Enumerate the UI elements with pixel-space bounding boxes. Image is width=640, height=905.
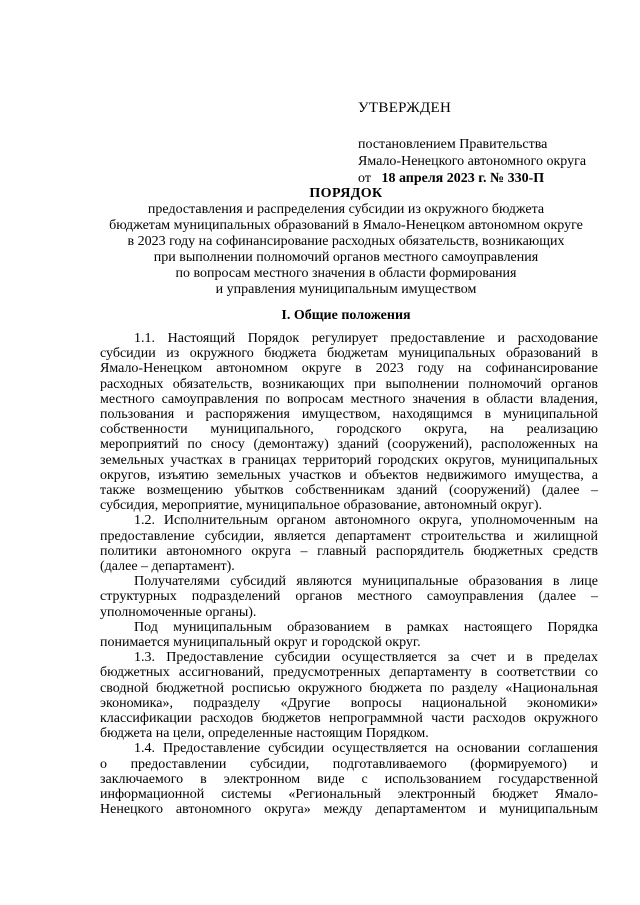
paragraph-line: Ненецкого автономного округа» между департаментом и муниципальным xyxy=(100,802,598,818)
paragraph-line: 1.1. Настоящий Порядок регулирует предоставление и расходование xyxy=(134,331,598,346)
paragraph-line: понимается муниципальный округ и городской округ. xyxy=(100,635,421,651)
paragraph-line: 1.4. Предоставление субсидии осуществляется на основании соглашения xyxy=(134,741,598,757)
date-value: 18 апреля 2023 г. № 330-П xyxy=(381,171,545,186)
heading-line: и управления муниципальным имуществом xyxy=(215,282,477,297)
date-prefix: от xyxy=(358,171,371,186)
paragraph-line: политики автономного округа – главный распорядитель бюджетных средств xyxy=(100,543,598,559)
paragraph-line: уполномоченные органы). xyxy=(100,604,257,620)
paragraph-line: заключаемого в электронном виде с использованием государственной xyxy=(100,771,598,787)
paragraph xyxy=(100,741,598,817)
paragraph xyxy=(100,650,598,741)
paragraph-line: субсидии из окружного бюджета бюджетам муниципальных образований в xyxy=(100,346,598,362)
paragraph-line: земельных участках в границах территорий городских округов, муниципальных xyxy=(100,452,598,468)
paragraph xyxy=(100,574,598,620)
section-title: I. Общие положения xyxy=(281,308,411,323)
approval-block xyxy=(358,100,618,187)
paragraph-line: Получателями субсидий являются муниципальные образования в лице xyxy=(134,574,598,590)
paragraph-line: собственности муниципального, городского округа, на реализацию xyxy=(100,422,598,438)
paragraph-line: округов, изъятию земельных участков и объектов недвижимого имущества, а xyxy=(100,467,598,483)
approved-label: УТВЕРЖДЕН xyxy=(358,100,452,116)
paragraph-line: пользования и распоряжения имуществом, находящимся в муниципальной xyxy=(100,407,598,423)
paragraph-line: структурных подразделений органов местного самоуправления (далее – xyxy=(100,589,598,605)
paragraph-line: информационной системы «Региональный электронный бюджет Ямало- xyxy=(100,787,598,803)
paragraph-line: бюджетных ассигнований, предусмотренных департаменту в соответствии со xyxy=(100,665,598,681)
approval-line-2: Ямало-Ненецкого автономного округа xyxy=(358,154,587,169)
paragraph xyxy=(100,331,598,513)
paragraph-line: экономика», подразделу «Другие вопросы национальной экономики» xyxy=(100,695,598,711)
heading-line: при выполнении полномочий органов местного самоуправления xyxy=(153,250,539,265)
approval-line-1: постановлением Правительства xyxy=(358,137,548,152)
paragraph-line: расходных обязательств, возникающих при выполнении полномочий органов xyxy=(100,376,598,392)
paragraph-line: субсидия, мероприятие, муниципальное образование, автономный округ). xyxy=(100,498,542,514)
document-heading xyxy=(90,186,602,298)
paragraph-line: бюджета на цели, определенные настоящим Порядком. xyxy=(100,726,429,742)
paragraph xyxy=(100,513,598,574)
paragraph-line: 1.3. Предоставление субсидии осуществляется за счет и в пределах xyxy=(134,650,598,666)
document-body xyxy=(100,331,598,818)
paragraph-line: предоставление субсидии, является департамент строительства и жилищной xyxy=(100,528,598,544)
heading-line: бюджетам муниципальных образований в Ямало-Ненецком автономном округе xyxy=(109,218,583,233)
paragraph xyxy=(100,620,598,650)
paragraph-line: (далее – департамент). xyxy=(100,559,235,575)
document-title: ПОРЯДОК xyxy=(309,186,383,201)
paragraph-line: мероприятий по сносу (демонтажу) зданий (сооружений), расположенных на xyxy=(100,437,598,453)
paragraph-line: также возмещению убытков собственникам зданий (сооружений) (далее – xyxy=(100,483,598,499)
paragraph-line: Ямало-Ненецком автономном округе в 2023 году на софинансирование xyxy=(100,361,598,377)
paragraph-line: Под муниципальным образованием в рамках настоящего Порядка xyxy=(134,619,598,635)
paragraph-line: сводной бюджетной росписью окружного бюджета по разделу «Национальная xyxy=(100,680,598,696)
paragraph-line: 1.2. Исполнительным органом автономного округа, уполномоченным на xyxy=(134,513,598,529)
approval-date-line xyxy=(358,170,618,187)
heading-line: предоставления и распределения субсидии из окружного бюджета xyxy=(147,202,545,217)
paragraph-line: о предоставлении субсидии, подготавливаемого (формируемого) и xyxy=(100,756,598,772)
heading-line: в 2023 году на софинансирование расходных обязательств, возникающих xyxy=(127,234,565,249)
paragraph-line: местного самоуправления по вопросам местного значения в области владения, xyxy=(100,391,598,407)
paragraph-line: классификации расходов бюджетов непрограммной части расходов окружного xyxy=(100,711,598,727)
heading-line: по вопросам местного значения в области формирования xyxy=(175,266,517,281)
